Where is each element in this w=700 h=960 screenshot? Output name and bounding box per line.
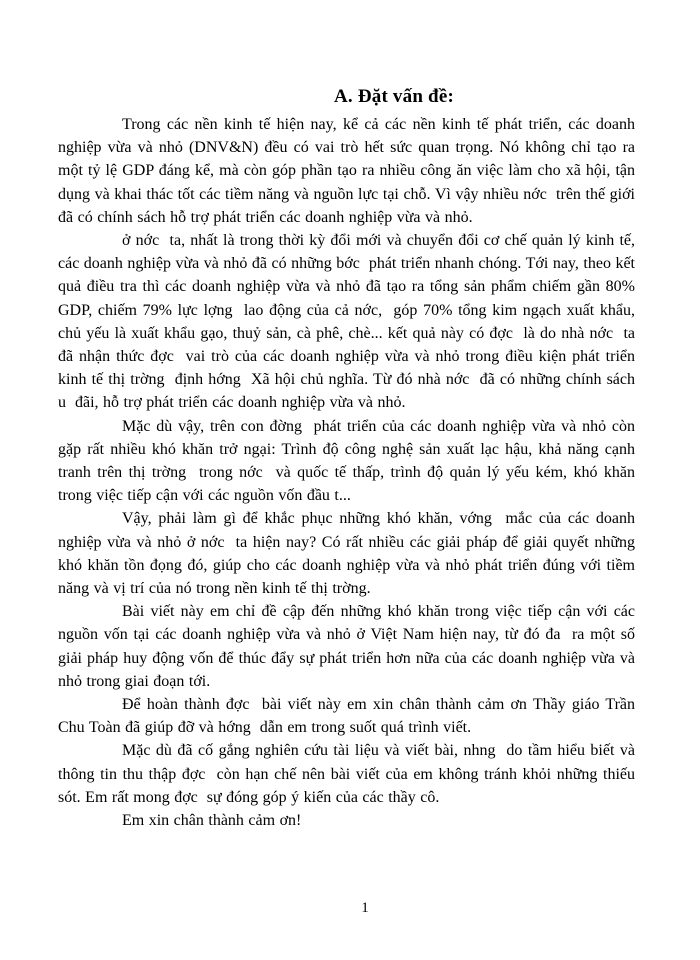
section-title: A. Đặt vấn đề: bbox=[334, 86, 454, 107]
paragraph: Vậy, phải làm gì để khắc phục những khó khăn, vớng mắc của các doanh nghiệp vừa và nhỏ ở nớc ta hiện nay? Có rất nhiều các giải pháp để giải quyết những khó khăn tồn đọng đó, giúp cho các doanh nghiệp vừa và nhỏ phát triển đúng với tiềm năng và vị trí của nó trong nền kinh tế thị trờng. bbox=[58, 510, 635, 598]
paragraph: Để hoàn thành đợc bài viết này em xin chân thành cảm ơn Thầy giáo Trần Chu Toàn đã giúp đỡ và hớng dẫn em trong suốt quá trình viết. bbox=[58, 696, 635, 737]
page-number: 1 bbox=[361, 900, 369, 916]
paragraph: Trong các nền kinh tế hiện nay, kể cả các nền kinh tế phát triển, các doanh nghiệp vừa và nhỏ (DNV&N) đều có vai trò hết sức quan trọng. Nó không chỉ tạo ra một tỷ lệ GDP đáng kể, mà còn góp phần tạo ra nhiều công ăn việc làm cho xã hội, tận dụng và khai thác tốt các tiềm năng và nguồn lực tại chỗ. Vì vậy nhiều nớc trên thế giới đã có chính sách hỗ trợ phát triển các doanh nghiệp vừa và nhỏ. bbox=[58, 116, 635, 226]
paragraph: Mặc dù đã cố gắng nghiên cứu tài liệu và viết bài, nhng do tầm hiểu biết và thông tin thu thập đợc còn hạn chế nên bài viết của em không tránh khỏi những thiếu sót. Em rất mong đợc sự đóng góp ý kiến của các thầy cô. bbox=[58, 742, 635, 806]
paragraph: ở nớc ta, nhất là trong thời kỳ đổi mới và chuyển đổi cơ chế quản lý kinh tế, các doanh nghiệp vừa và nhỏ đã có những bớc phát triển nhanh chóng. Tới nay, theo kết quả điều tra thì các doanh nghiệp vừa và nhỏ đã tạo ra tổng sản phẩm chiếm gần 80% GDP, chiếm 79% lực lợng lao động của cả nớc, góp 70% tổng kim ngạch xuất khẩu, chủ yếu là xuất khẩu gạo, thuỷ sản, cà phê, chè... kết quả này có đợc là do nhà nớc ta đã nhận thức đợc vai trò của các doanh nghiệp vừa và nhỏ trong điều kiện phát triển kinh tế thị trờng định hớng Xã hội chủ nghĩa. Từ đó nhà nớc đã có những chính sách u đãi, hỗ trợ phát triển các doanh nghiệp vừa và nhỏ. bbox=[58, 232, 635, 412]
paragraph: Bài viết này em chỉ đề cập đến những khó khăn trong việc tiếp cận với các nguồn vốn tại các doanh nghiệp vừa và nhỏ ở Việt Nam hiện nay, từ đó đa ra một số giải pháp huy động vốn để thúc đẩy sự phát triển hơn nữa của các doanh nghiệp vừa và nhỏ trong giai đoạn tới. bbox=[58, 603, 635, 690]
paragraph: Em xin chân thành cảm ơn! bbox=[122, 812, 302, 830]
paragraph: Mặc dù vậy, trên con đờng phát triển của các doanh nghiệp vừa và nhỏ còn gặp rất nhiều khó khăn trở ngại: Trình độ công nghệ sản xuất lạc hậu, khả năng cạnh tranh trên thị trờng trong nớc và quốc tế thấp, trình độ quản lý yếu kém, khó khăn trong việc tiếp cận với các nguồn vốn đầu t... bbox=[58, 417, 635, 505]
document-body bbox=[58, 86, 635, 832]
